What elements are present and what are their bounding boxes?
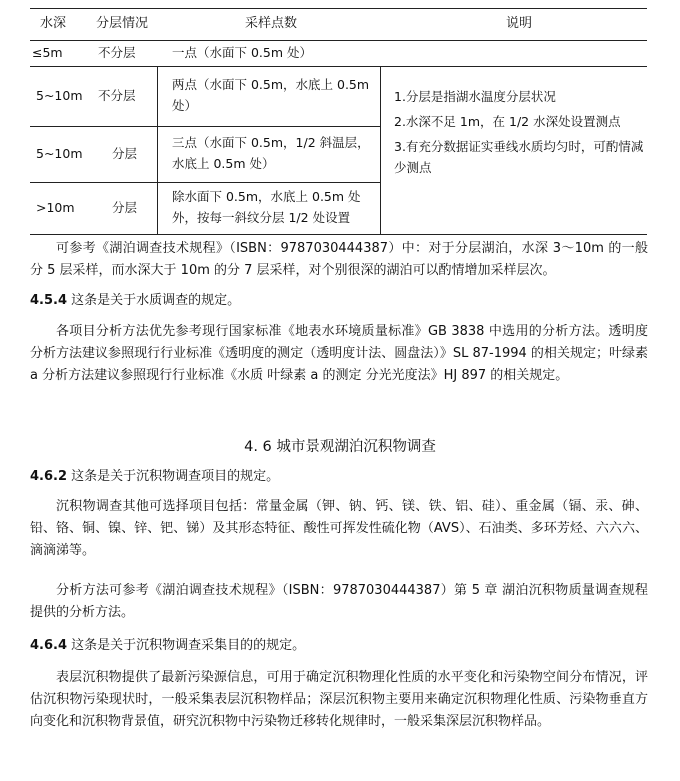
- header-depth: 水深: [40, 16, 67, 31]
- table-rule-top: [30, 8, 647, 9]
- row3-points: 三点（水面下 0.5m，1/2 斜温层，水底上 0.5m 处）: [172, 135, 370, 171]
- row1-points: 一点（水面下 0.5m 处）: [172, 45, 313, 60]
- table-rule: [30, 66, 647, 67]
- row4-points: 除水面下 0.5m，水底上 0.5m 处外，按每一斜纹分层 1/2 处设置: [172, 189, 361, 225]
- clause-4-6-2: [30, 466, 648, 488]
- table-col-rule: [157, 66, 158, 234]
- clause-text: 这条是关于沉积物调查项目的规定。: [67, 469, 280, 484]
- clause-text: 这条是关于沉积物调查采集目的的规定。: [67, 638, 306, 653]
- paragraph-sediment-items: 沉积物调查其他可选择项目包括：常量金属（钾、钠、钙、镁、铁、铝、硅）、重金属（镉、汞、砷、铅、铬、铜、镍、锌、钯、锑）及其形态特征、酸性可挥发性硫化物（AVS）、石油类、多环芳烃、六六六、滴滴涕等。: [30, 499, 648, 559]
- header-layer: 分层情况: [96, 16, 149, 31]
- row3-layer: 分层: [112, 146, 138, 161]
- row3-depth: 5~10m: [36, 146, 83, 161]
- note-3: 3.有充分数据证实垂线水质均匀时，可酌情减少测点: [394, 139, 644, 175]
- clause-number: 4.6.4: [30, 638, 68, 653]
- row2-depth: 5~10m: [36, 88, 83, 103]
- table-rule-header: [30, 40, 647, 41]
- clause-4-6-4: [30, 635, 648, 657]
- row2-layer: 不分层: [98, 88, 136, 103]
- row4-layer: 分层: [112, 200, 138, 215]
- note-2: 2.水深不足 1m，在 1/2 水深处设置测点: [394, 114, 621, 129]
- paragraph-layers: 可参考《湖泊调查技术规程》（ISBN：9787030444387）中：对于分层湖泊，水深 3～10m 的一般分 5 层采样，而水深大于 10m 的分 7 层采样，对个别很深的湖泊可以酌情增加采样层次。: [30, 241, 648, 279]
- row1-layer: 不分层: [98, 45, 136, 60]
- row4-depth: >10m: [36, 200, 75, 215]
- clause-number: 4.5.4: [30, 293, 68, 308]
- clause-text: 这条是关于水质调查的规定。: [67, 293, 241, 308]
- table-rule: [30, 182, 380, 183]
- clause-4-5-4: [30, 290, 648, 312]
- paragraph-sediment-methods: 分析方法可参考《湖泊调查技术规程》（ISBN：9787030444387）第 5 章 湖泊沉积物质量调查规程提供的分析方法。: [30, 583, 648, 621]
- note-1: 1.分层是指湖水温度分层状况: [394, 89, 556, 104]
- row1-depth: ≤5m: [32, 45, 63, 60]
- header-points: 采样点数: [245, 16, 298, 31]
- table-rule-bottom: [30, 234, 647, 235]
- paragraph-sediment-purpose: 表层沉积物提供了最新污染源信息，可用于确定沉积物理化性质的水平变化和污染物空间分布情况，评估沉积物污染现状时，一般采集表层沉积物样品；深层沉积物主要用来确定沉积物理化性质、污染物垂直方向变化和沉积物背景值，研究沉积物中污染物迁移转化规律时，一般采集深层沉积物样品。: [30, 670, 648, 730]
- row2-points: 两点（水面下 0.5m，水底上 0.5m 处）: [172, 77, 370, 113]
- clause-number: 4.6.2: [30, 469, 68, 484]
- section-heading: 4. 6 城市景观湖泊沉积物调查: [244, 439, 436, 455]
- sampling-table: [30, 8, 647, 234]
- table-rule: [30, 126, 380, 127]
- paragraph-methods: 各项目分析方法优先参考现行国家标准《地表水环境质量标准》GB 3838 中选用的分析方法。透明度分析方法建议参照现行行业标准《透明度的测定（透明度计法、圆盘法）》SL 87-1994 的相关规定；叶绿素 a 分析方法建议参照现行行业标准《水质 叶绿素 a 的测定 分光光度法》HJ 897 的相关规定。: [30, 324, 648, 384]
- header-notes: 说明: [506, 16, 533, 31]
- table-col-rule: [380, 66, 381, 234]
